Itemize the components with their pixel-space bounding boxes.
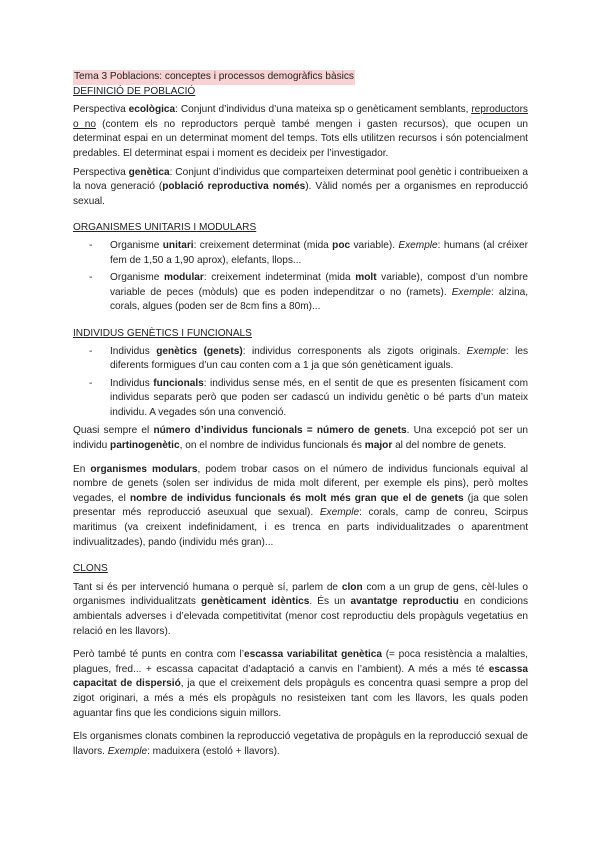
list-item-genetics: - Individus genètics (genets): individus corresponents als zigots originals. Exemple: les diferents formigues d’un cau conten com a 1 ja que són genèticament iguals. bbox=[73, 345, 528, 374]
list-item-funcionals: - Individus funcionals: individus sense més, en el sentit de que es presenten físicament com individus separats però que poden ser cadascú un individu genètic o bé parts d’un mateix individu. A vegades són una convenció. bbox=[73, 377, 528, 421]
list-individus bbox=[73, 345, 528, 421]
paragraph-organismes-modulars: En organismes modulars, podem trobar casos on el número de individus funcionals equival al nombre de genets (solen ser individus de mida molt diferent, per exemple els pins), però moltes vegades, el nombre de individus funcionals és molt més gran que el de genets (ja que solen presentar més reproducció aseuxual que sexual). Exemple: corals, camp de conreu, Scirpus maritimus (va creixent indefinidament, i es trenca en parts individualitzades o aparentment indivualitzades), pando (individu més gran)... bbox=[73, 463, 528, 548]
paragraph-perspectiva-ecologica: Perspectiva ecològica: Conjunt d’individus d’una mateixa sp o genèticament semblants, reproductors o no (contem els no reproductors perquè també mengen i gasten recursos), que ocupen un determinat espai en un determinat moment del temps. Tots ells utilitzen recursos i són potencialment predables. El determinat espai i moment es decideix per l’investigador. bbox=[73, 104, 528, 159]
document-body bbox=[73, 70, 528, 759]
document-title: Tema 3 Poblacions: conceptes i processos demogràfics bàsics bbox=[73, 70, 528, 85]
list-item-unitari: - Organisme unitari: creixement determinat (mida poc variable). Exemple: humans (al créixer fem de 1,50 a 1,90 aprox), elefants, llops... bbox=[73, 239, 528, 268]
list-organismes bbox=[73, 239, 528, 315]
section-heading-clons: CLONS bbox=[73, 563, 108, 575]
section-heading-individus: INDIVIDUS GENÈTICS I FUNCIONALS bbox=[73, 327, 252, 339]
paragraph-clon-contra: Però també té punts en contra com l’escassa variabilitat genètica (= poca resistència a malalties, plagues, fred... + escassa capacitat d’adaptació a canvis en l’ambient). A més a més té escassa capacitat de dispersió, ja que el creixement dels propàguls es concentra quasi sempre a prop del zigot originari, a més a més els propàguls no resisteixen tant com les llavors, les quals poden aguantar fins que les condicions siguin millors. bbox=[73, 649, 528, 719]
paragraph-numero-individus: Quasi sempre el número d’individus funcionals = número de genets. Una excepció pot ser un individu partinogenètic, on el nombre de individus funcionals és major al del nombre de genets. bbox=[73, 425, 529, 452]
list-item-modular: - Organisme modular: creixement indeterminat (mida molt variable), compost d’un nombre variable de peces (mòduls) que es poden independitzar o no (ramets). Exemple: alzina, corals, algues (poden ser de 8cm fins a 80m)... bbox=[73, 271, 528, 315]
paragraph-perspectiva-genetica: Perspectiva genètica: Conjunt d’individus que comparteixen determinat pool genètic i contribueixen a la nova generació (població reproductiva només). Vàlid només per a organismes en reproducció sexual. bbox=[73, 166, 528, 207]
paragraph-clon-exemple: Els organismes clonats combinen la reproducció vegetativa de propàguls en la reproducció sexual de llavors. Exemple: maduixera (estoló + llavors). bbox=[73, 731, 528, 757]
section-heading-definicio: DEFINICIÓ DE POBLACIÓ bbox=[73, 85, 196, 97]
paragraph-clon-definicio: Tant si és per intervenció humana o perquè sí, parlem de clon com a un grup de gens, cèl·lules o organismes individualitzats genèticament idèntics. És un avantatge reproductiu en condicions ambientals adverses i d’elevada competitivitat (menor cost reproductiu dels propàguls vegetatius en relació en les llavors). bbox=[73, 581, 528, 637]
section-heading-organismes: ORGANISMES UNITARIS I MODULARS bbox=[73, 222, 257, 234]
